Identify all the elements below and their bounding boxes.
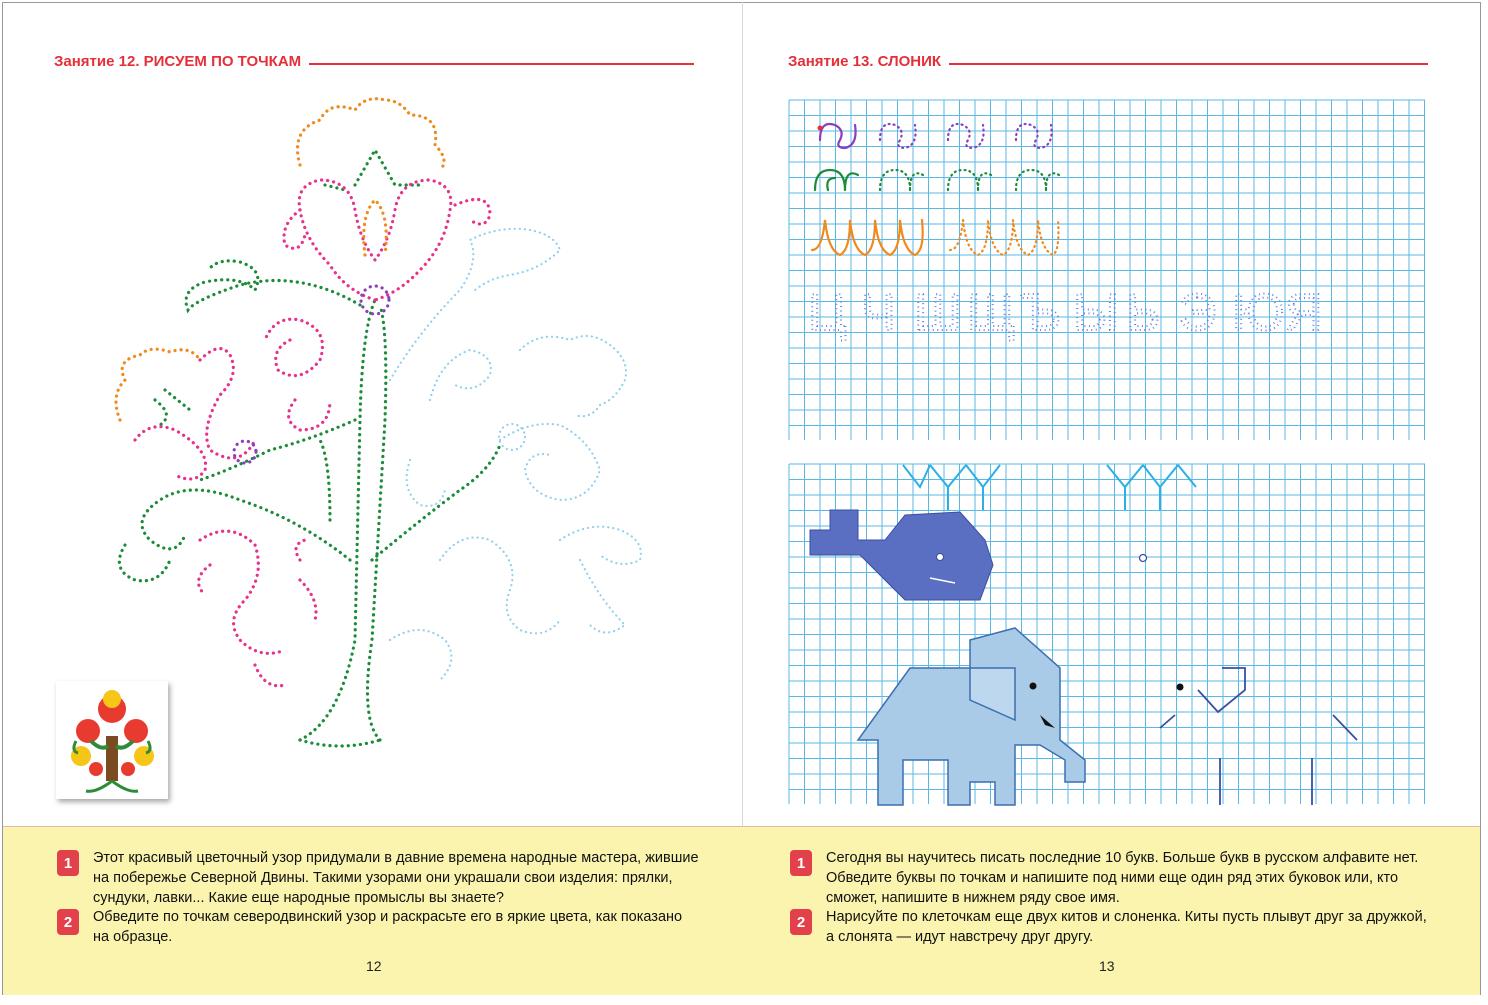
whale-icon [810,465,1000,600]
task-number-badge: 2 [790,909,812,935]
page-number-right: 13 [1099,958,1115,974]
task-text: Сегодня вы научитесь писать последние 10 букв. Больше букв в русском алфавите нет. Обведите буквы по точкам и напишите под ними еще один ряд этих буковок или, кто сможет, напишите в нижнем ряду свое имя. [826,850,1419,906]
tracing-letter: Ю [1232,284,1285,342]
tracing-letter: Ъ [1020,284,1062,342]
elephant-icon [858,628,1085,805]
page-number-left: 12 [366,958,382,974]
task-text: Обведите по точкам северодвинский узор и раскрасьте его в яркие цвета, как показано на образце. [93,909,683,945]
task-number-badge: 2 [57,909,79,935]
task-text: Нарисуйте по клеточкам еще двух китов и слоненка. Киты пусть плывут друг за дружкой, а слонята — идут навстречу друг другу. [826,909,1427,945]
task-right-1 [790,848,1435,908]
task-number-badge: 1 [790,850,812,876]
task-right-2 [790,907,1435,947]
tracing-letter: Ч [861,284,896,342]
tracing-letter: Ц [808,284,847,342]
tracing-letter: Ь [1126,284,1161,342]
task-number-badge: 1 [57,850,79,876]
task-left-1 [57,848,702,908]
tracing-letter: Я [1285,284,1323,342]
lesson-13-title-text: Занятие 13. СЛОНИК [788,52,942,70]
lesson-12-title-text: Занятие 12. РИСУЕМ ПО ТОЧКАМ [54,52,302,70]
tracing-letter: Щ [967,284,1016,342]
task-left-2 [57,907,702,947]
tracing-letter: Ш [914,284,962,342]
task-text: Этот красивый цветочный узор придумали в давние времена народные мастера, жившие на побережье Северной Двины. Такими узорами они украшали свои изделия: прялки, сундуки, лавки... Какие еще народные промыслы вы знаете? [93,850,699,906]
tracing-letter: Ы [1073,284,1120,342]
tracing-letter: Э [1179,284,1217,342]
